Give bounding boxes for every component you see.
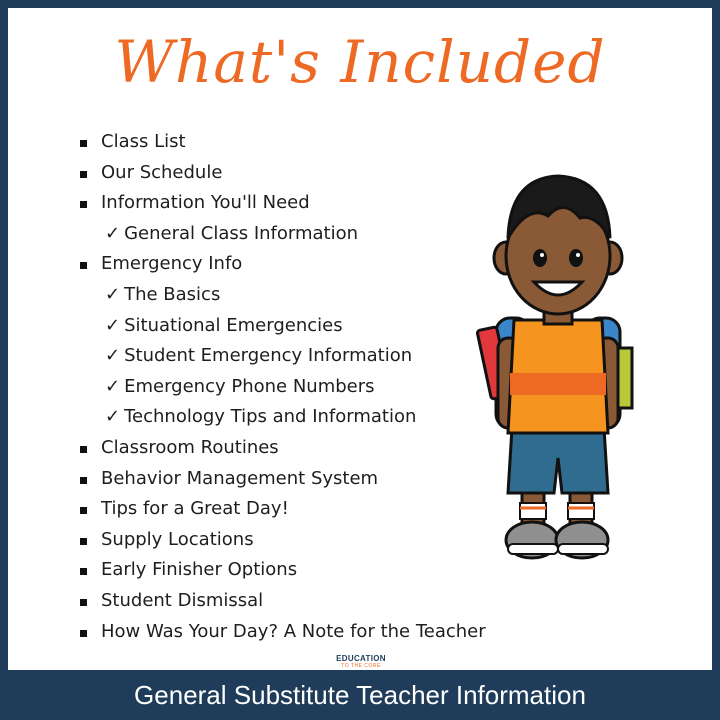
list-item (78, 525, 486, 556)
list-item (78, 158, 486, 189)
item-text: Our Schedule (101, 161, 223, 183)
item-text: Supply Locations (101, 528, 254, 550)
checkmark-icon: ✓ (105, 283, 121, 305)
checklist-item (78, 219, 486, 250)
list-item (78, 555, 486, 586)
content-card (8, 8, 712, 670)
checkmark-icon: ✓ (105, 222, 121, 244)
student-illustration (468, 158, 648, 568)
list-item (78, 586, 486, 617)
item-text: Behavior Management System (101, 467, 379, 489)
included-list (78, 127, 486, 647)
checkmark-icon: ✓ (105, 314, 121, 336)
page-title: What's Included (114, 28, 606, 96)
checkmark-icon: ✓ (105, 375, 121, 397)
checklist-item (78, 402, 486, 433)
checklist-item (78, 280, 486, 311)
item-text: General Class Information (124, 222, 359, 244)
item-text: How Was Your Day? A Note for the Teacher (101, 620, 486, 642)
item-text: Classroom Routines (101, 436, 279, 458)
checklist-item (78, 341, 486, 372)
item-text: Class List (101, 131, 186, 152)
checklist-item (78, 311, 486, 342)
list-item (78, 249, 486, 280)
checklist-item (78, 372, 486, 403)
item-text: Student Dismissal (101, 589, 264, 611)
item-text: Student Emergency Information (124, 345, 413, 367)
item-text: Situational Emergencies (124, 314, 343, 336)
brand-logo (328, 654, 394, 669)
item-text: Technology Tips and Information (124, 406, 417, 428)
item-text: Tips for a Great Day! (101, 498, 289, 520)
checkmark-icon: ✓ (105, 345, 121, 367)
logo-line-1: EDUCATION (336, 654, 386, 663)
list-item (78, 494, 486, 525)
list-item (78, 433, 486, 464)
list-item (78, 617, 486, 648)
logo-line-2: TO THE CORE (341, 663, 381, 669)
item-text: Emergency Info (101, 253, 243, 275)
list-item (78, 127, 486, 158)
item-text: Information You'll Need (101, 192, 310, 214)
list-item (78, 188, 486, 219)
footer-caption: General Substitute Teacher Information (134, 680, 586, 710)
checkmark-icon: ✓ (105, 406, 121, 428)
item-text: Emergency Phone Numbers (124, 375, 375, 397)
list-item (78, 464, 486, 495)
item-text: The Basics (124, 283, 221, 305)
item-text: Early Finisher Options (101, 559, 298, 581)
